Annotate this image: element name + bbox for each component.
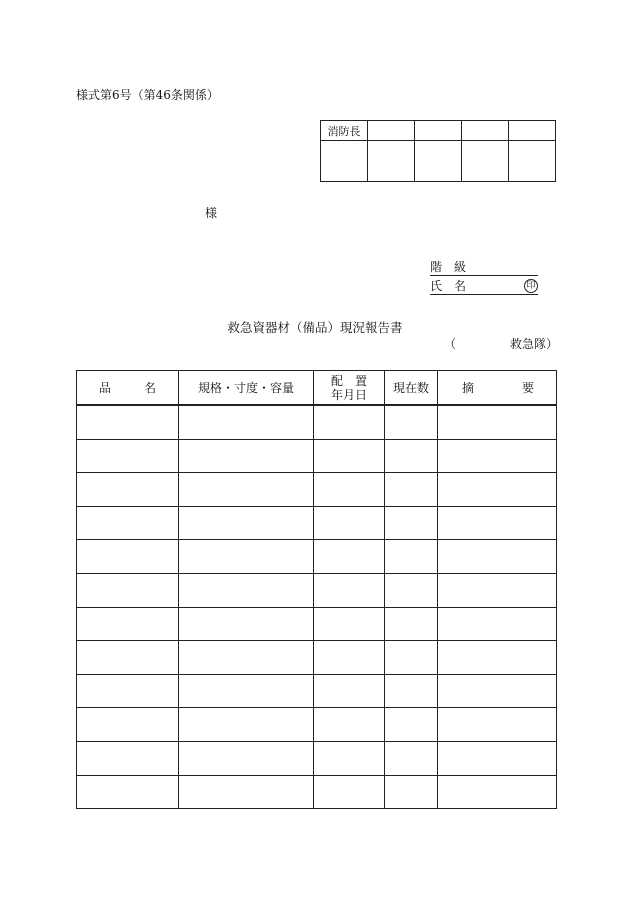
table-cell[interactable] [438, 405, 557, 439]
table-cell[interactable] [179, 506, 314, 540]
table-cell[interactable] [77, 540, 179, 574]
table-cell[interactable] [385, 674, 438, 708]
rank-label-2: 級 [454, 260, 467, 274]
table-row [77, 775, 557, 809]
table-cell[interactable] [314, 439, 385, 473]
table-cell[interactable] [438, 439, 557, 473]
table-row [77, 540, 557, 574]
table-row [77, 607, 557, 641]
table-cell[interactable] [314, 607, 385, 641]
addressee-suffix: 様 [205, 206, 218, 220]
table-cell[interactable] [385, 775, 438, 809]
rank-label-1: 階 [430, 260, 443, 274]
col-remarks: 摘 要 [438, 371, 557, 406]
document-title: 救急資器材（備品）現況報告書 [227, 320, 403, 335]
table-cell[interactable] [314, 775, 385, 809]
col-current-count: 現在数 [385, 371, 438, 406]
table-cell[interactable] [438, 506, 557, 540]
table-cell[interactable] [385, 741, 438, 775]
table-row [77, 674, 557, 708]
table-cell[interactable] [179, 674, 314, 708]
table-cell[interactable] [385, 708, 438, 742]
table-cell[interactable] [385, 473, 438, 507]
approval-header-cell [368, 121, 415, 141]
form-number: 様式第6号（第46条関係） [76, 88, 219, 102]
table-row [77, 439, 557, 473]
table-cell[interactable] [179, 540, 314, 574]
unit-name: 救急隊） [510, 337, 559, 351]
unit-open-paren: （ [444, 337, 457, 351]
table-cell[interactable] [314, 641, 385, 675]
name-label-1: 氏 [430, 279, 443, 293]
table-cell[interactable] [179, 641, 314, 675]
table-cell[interactable] [77, 708, 179, 742]
table-cell[interactable] [385, 573, 438, 607]
table-row [77, 405, 557, 439]
table-cell[interactable] [77, 473, 179, 507]
table-row [77, 573, 557, 607]
col-item-name: 品 名 [77, 371, 179, 406]
table-row [77, 473, 557, 507]
table-cell[interactable] [77, 573, 179, 607]
table-cell[interactable] [179, 405, 314, 439]
table-cell[interactable] [314, 741, 385, 775]
table-cell[interactable] [385, 506, 438, 540]
table-cell[interactable] [385, 607, 438, 641]
approval-seal-cell[interactable] [368, 141, 415, 182]
table-cell[interactable] [179, 741, 314, 775]
col-deploy-date: 配 置 年月日 [314, 371, 385, 406]
table-cell[interactable] [438, 741, 557, 775]
approval-header-cell [509, 121, 556, 141]
table-cell[interactable] [314, 708, 385, 742]
table-cell[interactable] [438, 607, 557, 641]
table-row [77, 741, 557, 775]
approval-header-cell [462, 121, 509, 141]
table-cell[interactable] [77, 775, 179, 809]
table-cell[interactable] [438, 641, 557, 675]
unit-line [444, 335, 558, 352]
table-row [77, 641, 557, 675]
approval-seal-cell[interactable] [415, 141, 462, 182]
col-spec: 規格・寸度・容量 [179, 371, 314, 406]
table-cell[interactable] [438, 473, 557, 507]
table-cell[interactable] [179, 708, 314, 742]
table-cell[interactable] [438, 674, 557, 708]
approval-header-cell [415, 121, 462, 141]
table-cell[interactable] [179, 573, 314, 607]
approval-seal-cell[interactable] [321, 141, 368, 182]
table-cell[interactable] [314, 473, 385, 507]
table-cell[interactable] [77, 741, 179, 775]
rank-field[interactable] [430, 259, 538, 276]
table-cell[interactable] [77, 506, 179, 540]
table-cell[interactable] [179, 775, 314, 809]
table-cell[interactable] [385, 641, 438, 675]
table-cell[interactable] [314, 506, 385, 540]
approval-seal-cell[interactable] [462, 141, 509, 182]
table-cell[interactable] [438, 708, 557, 742]
table-cell[interactable] [179, 607, 314, 641]
table-cell[interactable] [314, 405, 385, 439]
name-field[interactable] [430, 278, 538, 295]
table-cell[interactable] [438, 775, 557, 809]
table-cell[interactable] [77, 641, 179, 675]
table-cell[interactable] [314, 674, 385, 708]
approval-header-chief: 消防長 [321, 121, 368, 141]
table-cell[interactable] [385, 540, 438, 574]
table-cell[interactable] [314, 540, 385, 574]
table-cell[interactable] [77, 674, 179, 708]
table-cell[interactable] [385, 439, 438, 473]
table-cell[interactable] [179, 473, 314, 507]
table-row [77, 506, 557, 540]
table-cell[interactable] [385, 405, 438, 439]
table-cell[interactable] [438, 573, 557, 607]
table-cell[interactable] [314, 573, 385, 607]
approval-seal-cell[interactable] [509, 141, 556, 182]
approval-stamp-box [320, 120, 556, 182]
name-label-2: 名 [454, 279, 467, 293]
table-cell[interactable] [77, 405, 179, 439]
seal-mark: 印 [524, 279, 538, 293]
table-row [77, 708, 557, 742]
table-cell[interactable] [438, 540, 557, 574]
equipment-table [76, 370, 557, 809]
table-cell[interactable] [77, 439, 179, 473]
table-cell[interactable] [77, 607, 179, 641]
table-cell[interactable] [179, 439, 314, 473]
